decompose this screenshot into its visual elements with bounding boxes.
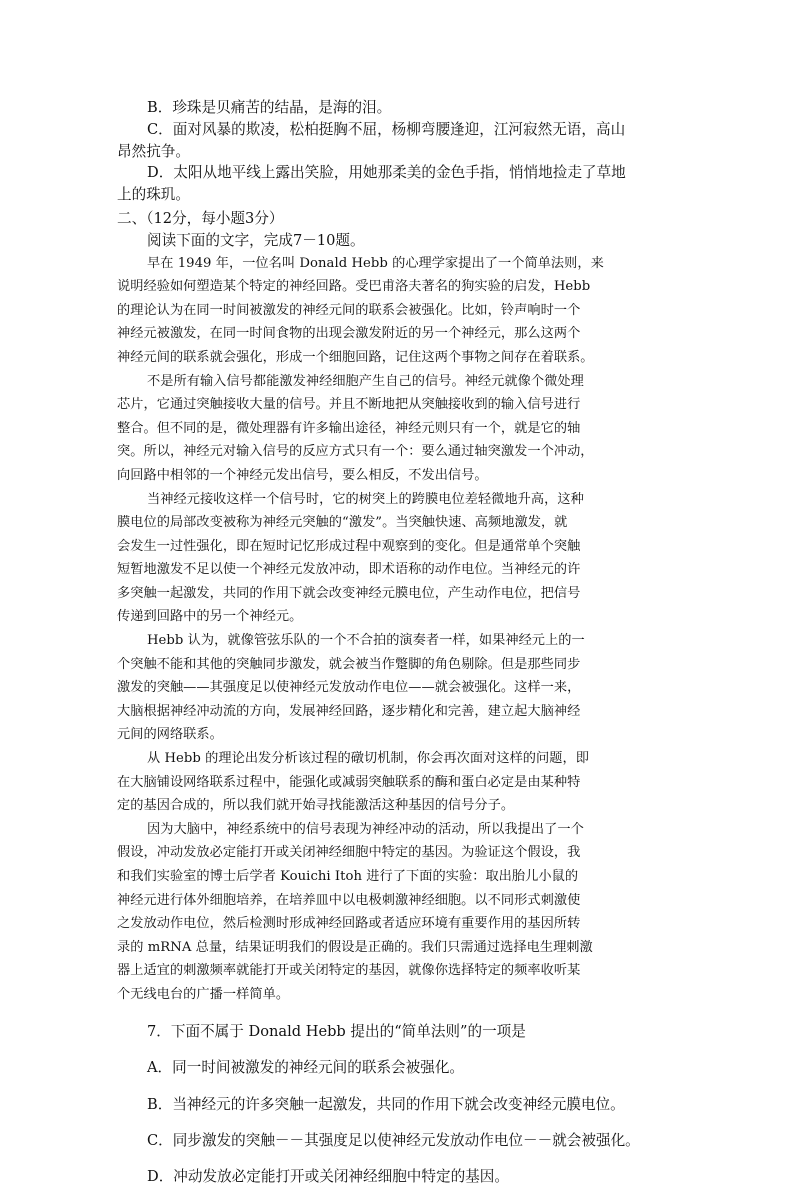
- passage-line: 不是所有输入信号都能激发神经细胞产生自己的信号。神经元就像个微处理: [147, 373, 584, 389]
- passage-paragraph-5: [117, 747, 677, 818]
- previous-question-options: [117, 97, 677, 206]
- passage-line: 当神经元接收这样一个信号时，它的树突上的跨膜电位差轻微地升高，这种: [147, 491, 584, 507]
- passage-line: 激发的突触——其强度足以使神经元发放动作电位——就会被强化。这样一来，: [117, 680, 581, 696]
- passage-line: Hebb 认为，就像管弦乐队的一个不合拍的演奏者一样，如果神经元上的一: [147, 633, 585, 649]
- passage-paragraph-3: [117, 488, 677, 630]
- option-d-line-2: 上的珠玑。: [117, 186, 190, 204]
- passage-line: 个突触不能和其他的突触同步激发，就会被当作蹩脚的角色剔除。但是那些同步: [117, 656, 581, 672]
- passage-line: 神经元间的联系就会强化，形成一个细胞回路，记住这两个事物之间存在着联系。: [117, 349, 594, 365]
- question-7-option-b: B．当神经元的许多突触一起激发，共同的作用下就会改变神经元膜电位。: [147, 1095, 625, 1113]
- passage-paragraph-4: [117, 629, 677, 747]
- passage-paragraph-2: [117, 370, 677, 488]
- passage-line: 假设，冲动发放必定能打开或关闭神经细胞中特定的基因。为验证这个假设，我: [117, 845, 581, 861]
- passage-line: 整合。但不同的是，微处理器有许多输出途径，神经元则只有一个，就是它的轴: [117, 420, 581, 436]
- passage-line: 元间的网络联系。: [117, 727, 223, 743]
- passage-line: 因为大脑中，神经系统中的信号表现为神经冲动的活动，所以我提出了一个: [147, 821, 584, 837]
- passage-line: 突。所以，神经元对输入信号的反应方式只有一个：要么通过轴突激发一个冲动，: [117, 444, 594, 460]
- passage-line: 膜电位的局部改变被称为神经元突触的“激发”。当突触快速、高频地激发，就: [117, 515, 568, 531]
- passage-line: 和我们实验室的博士后学者 Kouichi Itoh 进行了下面的实验：取出胎儿小鼠的: [117, 869, 579, 885]
- passage-line: 会发生一过性强化，即在短时记忆形成过程中观察到的变化。但是通常单个突触: [117, 538, 581, 554]
- question-7-stem: 7．下面不属于 Donald Hebb 提出的“简单法则”的一项是: [147, 1023, 526, 1041]
- passage-line: 多突触一起激发，共同的作用下就会改变神经元膜电位，产生动作电位，把信号: [117, 585, 581, 601]
- passage-line: 神经元进行体外细胞培养，在培养皿中以电极刺激神经细胞。以不同形式刺激使: [117, 892, 581, 908]
- passage-line: 定的基因合成的，所以我们就开始寻找能激活这种基因的信号分子。: [117, 798, 515, 814]
- question-7-option-a: A．同一时间被激发的神经元间的联系会被强化。: [147, 1059, 465, 1077]
- passage-line: 从 Hebb 的理论出发分析该过程的礅切机制，你会再次面对这样的问题，即: [147, 751, 589, 767]
- option-c-line-1: C．面对风暴的欺凌，松柏挺胸不屈，杨柳弯腰逢迎，江河寂然无语，高山: [147, 120, 626, 138]
- passage-line: 神经元被激发，在同一时间食物的出现会激发附近的另一个神经元，那么这两个: [117, 326, 581, 342]
- reading-instruction: 阅读下面的文字，完成7－10题。: [147, 231, 365, 249]
- passage-line: 之发放动作电位，然后检测时形成神经回路或者适应环境有重要作用的基因所转: [117, 916, 581, 932]
- passage-line: 器上适宜的刺激频率就能打开或关闭特定的基因，就像你选择特定的频率收听某: [117, 963, 581, 979]
- question-7-option-d: D．冲动发放必定能打开或关闭神经细胞中特定的基因。: [147, 1167, 509, 1185]
- passage-line: 的理论认为在同一时间被激发的神经元间的联系会被强化。比如，铃声响时一个: [117, 302, 581, 318]
- passage-line: 传递到回路中的另一个神经元。: [117, 609, 303, 625]
- section-heading: 二、（12分，每小题3分）: [117, 209, 284, 227]
- passage-line: 个无线电台的广播一样简单。: [117, 986, 290, 1002]
- question-7: [117, 1021, 677, 1187]
- passage-line: 短暂地激发不足以使一个神经元发放冲动，即术语称的动作电位。当神经元的许: [117, 562, 581, 578]
- passage-line: 向回路中相邻的一个神经元发出信号，要么相反，不发出信号。: [117, 467, 488, 483]
- option-c-line-2: 昂然抗争。: [117, 142, 190, 160]
- reading-passage: [117, 252, 677, 1007]
- passage-line: 早在 1949 年，一位名叫 Donald Hebb 的心理学家提出了一个简单法则，来: [147, 255, 604, 271]
- passage-line: 录的 mRNA 总量，结果证明我们的假设是正确的。我们只需通过选择电生理刺激: [117, 939, 593, 955]
- passage-paragraph-6: [117, 818, 677, 1007]
- question-7-option-c: C．同步激发的突触－－其强度足以使神经元发放动作电位－－就会被强化。: [147, 1131, 640, 1149]
- passage-line: 说明经验如何塑造某个特定的神经回路。受巴甫洛夫著名的狗实验的启发，Hebb: [117, 279, 591, 295]
- option-b-line: B．珍珠是贝痛苦的结晶，是海的泪。: [147, 99, 392, 116]
- passage-line: 大脑根据神经冲动流的方向，发展神经回路，逐步精化和完善，建立起大脑神经: [117, 703, 581, 719]
- passage-paragraph-1: [117, 252, 677, 370]
- option-d-line-1: D．太阳从地平线上露出笑脸，用她那柔美的金色手指，悄悄地捡走了草地: [147, 164, 626, 182]
- passage-line: 在大脑铺设网络联系过程中，能强化或减弱突触联系的酶和蛋白必定是由某种特: [117, 774, 581, 790]
- passage-line: 芯片，它通过突触接收大量的信号。并且不断地把从突触接收到的输入信号进行: [117, 397, 581, 413]
- document-page: [117, 97, 677, 1202]
